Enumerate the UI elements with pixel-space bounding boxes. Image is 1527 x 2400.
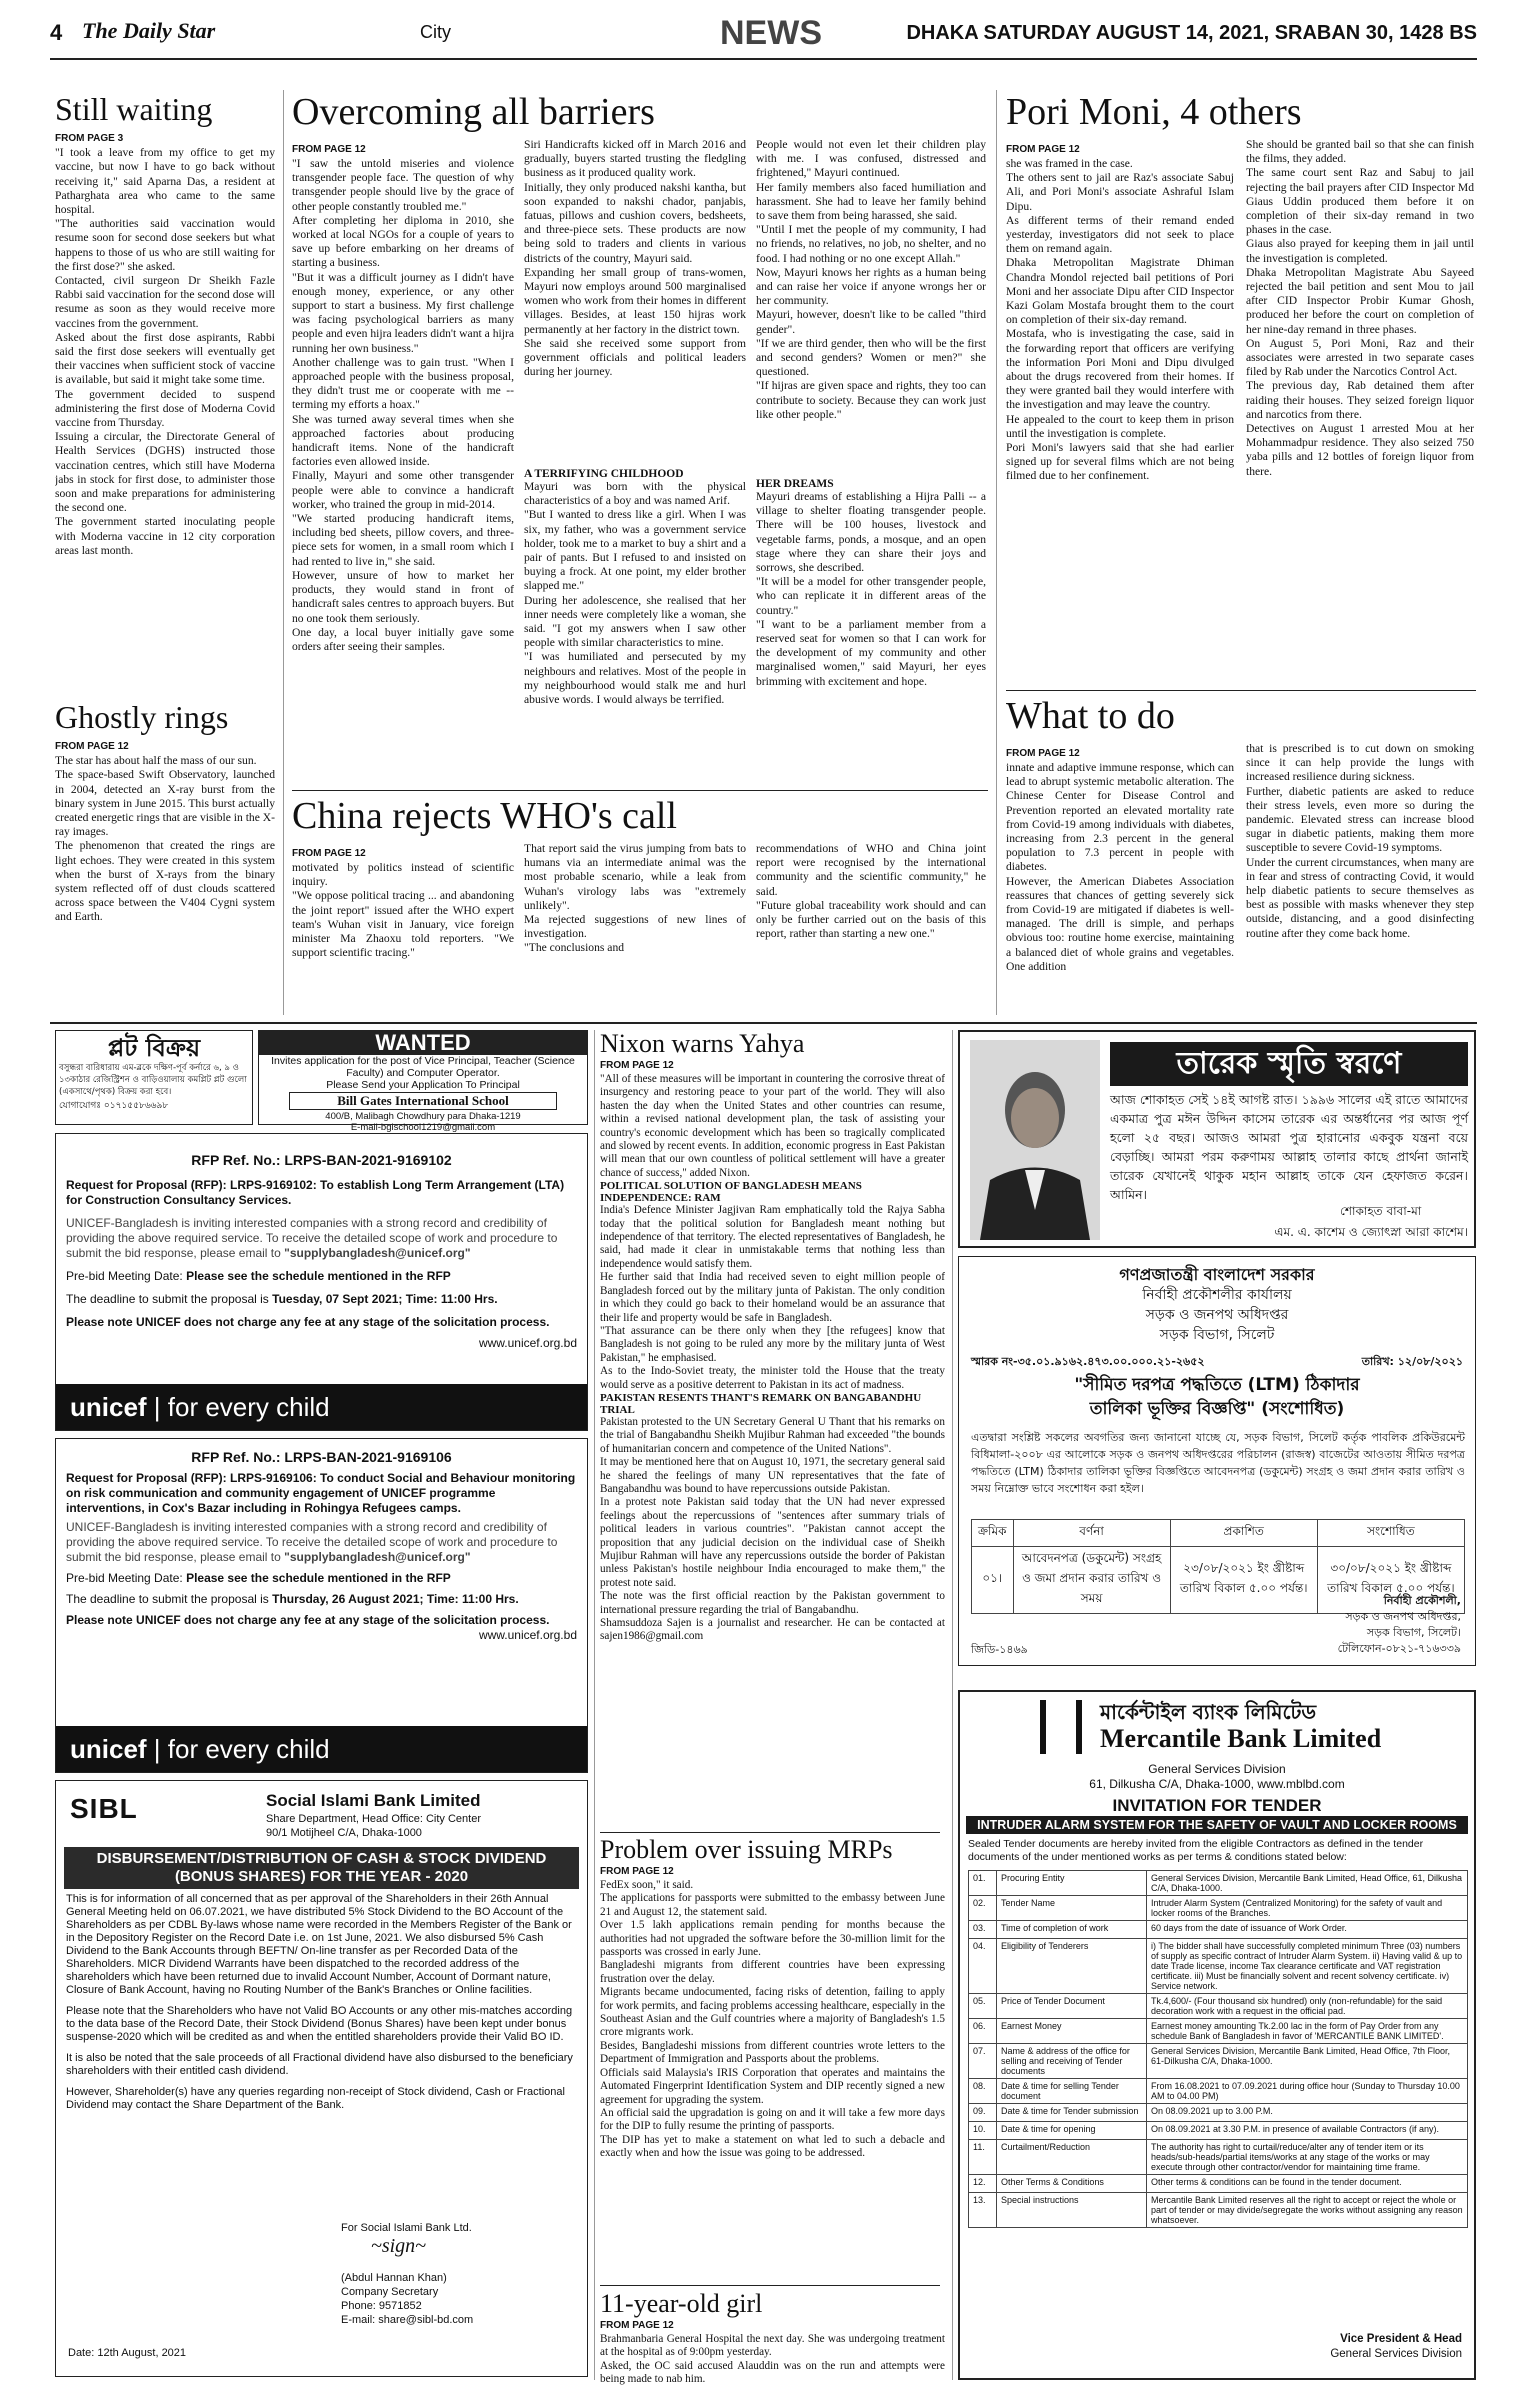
table-header: প্রকাশিত	[1170, 1520, 1317, 1547]
article-body: Mayuri was born with the physical characteristics of a boy and was named Arif. "But I wanted to dress like a girl. When I was six, my father, who was a government service holder, took me to a market to buy a shirt and a pair of pants. But I refused to and insisted on buying a frock. At one point, my elder brother slapped me." During her adolescence, she realised that her inner needs were completely like a woman, she said. "I got my answers when I saw other people with similar characteristics to mine. "I was humiliated and persecuted by my neighbours and relatives. Most of the people in my neighbourhood would stalk me and hurl abusive words. I would always be terrified.	[524, 480, 746, 707]
article-body: She should be granted bail so that she can finish the films, they added. The same court sent Raz and Sabuj to jail rejecting the bail prayers after CID Inspector Md Giaus Uddin produced them before it on completion of their six-day remand in two phases in the case. Giaus also prayed for keeping them in jail until the investigation is completed. Dhaka Metropolitan Magistrate Abu Sayeed rejected the bail petition and sent Mou to jail after CID Inspector Probir Kumar Ghosh, produced her before the court on completion of her nine-day remand in three phases. On August 5, Pori Moni, Raz and their associates were arrested in two separate cases filed by Rab under the Narcotics Control Act. The previous day, Rab detained them after raiding their houses. They seized foreign liquor and narcotics from there. Detectives on August 1 arrested Mou at her Mohammadpur residence. They also seized 750 yaba pills and 12 bottles of foreign liquor from there.	[1246, 138, 1474, 478]
rfp-ref: RFP Ref. No.: LRPS-BAN-2021-9169106	[191, 1449, 452, 1465]
bank-address: 61, Dilkusha C/A, Dhaka-1000, www.mblbd.com	[1089, 1777, 1345, 1791]
rfp-body: UNICEF-Bangladesh is inviting interested companies with a strong record and credibility of providing the above required service. To receive the detailed scope of work and procedure to submit the bid response, please email to	[66, 1216, 558, 1260]
article-body: "I saw the untold miseries and violence transgender people face. The question of why transgender people should live by the grace of other people constantly troubled me." After completing her diploma in 2010, she worked at local NGOs for a couple of years to save up before embarking on her dreams of starting a business. "But it was a difficult journey as I didn't have enough money, experience, or any other support to start a business. My first challenge was facing psychological barriers as many people and even hijra leaders didn't want a hijra running her own business." Another challenge was to gain trust. "When I approached people with the business proposal, they didn't trust me or cooperate with me -- terming my efforts a hoax." She was turned away several times when she approached factories about producing handicraft items. None of the handicraft factories even allowed inside. Finally, Mayuri and some other transgender people were able to convince a handicraft worker, who trained the group in mid-2014. "We started producing handicraft items, including bed sheets, pillow covers, and three-piece sets for women, in a small room which I had rented to live in," she said. However, unsure of how to market her products, they would stand in front of handicraft sales centres to approach buyers. But no one took them seriously. One day, a local buyer initially gave some orders after seeing their samples.	[292, 157, 514, 653]
china-col-1	[292, 842, 514, 1021]
tender-intro: Sealed Tender documents are hereby invited from the eligible Contractors as defined in the tender documents of the under mentioned works as per terms & conditions stated below:	[968, 1838, 1424, 1863]
dividend-banner: DISBURSEMENT/DISTRIBUTION OF CASH & STOCK DIVIDEND (BONUS SHARES) FOR THE YEAR - 2020	[64, 1847, 579, 1889]
signatory-phone: Phone: 9571852	[341, 2300, 422, 2312]
rfp-request: Request for Proposal (RFP): LRPS-9169106: To conduct Social and Behaviour monitoring on risk communication and community engagement of UNICEF programme interventions, in Cox's Bazar including in Rohingya Refugees camps.	[66, 1471, 576, 1515]
bank-dept: Share Department, Head Office: City Center	[266, 1813, 482, 1825]
rfp-ref: RFP Ref. No.: LRPS-BAN-2021-9169102	[191, 1152, 452, 1168]
signatory-division: General Services Division	[1330, 2348, 1462, 2360]
article-body: "I took a leave from my office to get my vaccine, but now I have to go back without receiving it," said Aparna Das, a resident at Patharghata area who came to the same hospital. "The authorities said vaccination would resume soon for second dose seekers but what happens to those of us who are still waiting for the first dose?" she asked. Contacted, civil surgeon Dr Sheikh Fazle Rabbi said vaccination for the second dose will resume as soon as they would receive more vaccines from the government. Asked about the first dose aspirants, Rabbi said the first dose seekers will eventually get their vaccines when sufficient stock of vaccine is available, but said it might take some time. The government decided to suspend administering the first dose of Moderna Covid vaccine from Thursday. Issuing a circular, the Directorate General of Health Services (DGHS) instructed those vaccination centres, which still have Moderna jabs in stock for first dose, to administer those soon and make preparations for administering the second one. The government started inoculating people with Moderna vaccine in 12 city corporation areas last month.	[55, 146, 275, 557]
table-cell: Eligibility of Tenderers	[997, 1939, 1147, 1994]
headline: China rejects WHO's call	[292, 795, 677, 837]
ad-title: প্লট বিক্রয়	[107, 1034, 201, 1062]
ad-mercantile-tender	[958, 1690, 1476, 2380]
deadline-value: Thursday, 26 August 2021; Time: 11:00 Hrs.	[272, 1592, 519, 1606]
website[interactable]: www.unicef.org.bd	[478, 1336, 577, 1350]
notice-paragraph: It is also be noted that the sale proceeds of all Fractional dividend have also disbursed to the beneficiary shareholders with their entitled cash dividend.	[66, 2052, 573, 2077]
article-body: People would not even let their children play with me. I was confused, distressed and frightened," Mayuri continued. Her family members also faced humiliation and harassment. She had to leave her family behind to save them from being harassed, she said. "Until I met the people of my community, I had no friends, no relatives, no job, no shelter, and no food. I had nothing or no one except Allah." Now, Mayuri knows her rights as a human being and can raise her voice if anyone wrongs her or her community. Mayuri, however, doesn't like to be called "third gender". "If we are third gender, then who will be the first and second genders? Women or men?" she questioned. "If hijras are given space and rights, they too can contribute to society. Because they can work just like other people."	[756, 138, 986, 421]
masthead-logo: The Daily Star	[82, 18, 216, 43]
article-still-waiting	[55, 92, 275, 736]
table-cell: 05.	[969, 1994, 997, 2019]
table-cell: Tk.4,600/- (Four thousand six hundred) only (non-refundable) for the said decoration work with a request in the official pad.	[1147, 1994, 1468, 2019]
signature-icon: ~sign~	[371, 2235, 426, 2257]
article-body: India's Defence Minister Jagjivan Ram emphatically told the Rajya Sabha today that the political solution for Bangladesh meant nothing but independence of that territory. The elected representatives of Bangladesh, he said, had made it clear in unmistakable terms that nothing less than independence would satisfy them. He further said that India had received seven to eight million people of Bangladesh forced out by the military junta of Pakistan. The only condition in which they could go back to their homeland would be an assurance that their life and property would be safe in Bangladesh. "That assurance can be there only when they [the refugees] know that Bangladesh is not going to be ruled any more by the military junta of West Pakistan," he emphasised. As to the Indo-Soviet treaty, the minister told the House that the treaty would serve as a positive deterrent to Pakistan in its act of madness.	[600, 1204, 945, 1391]
govt-dept: সড়ক ও জনপথ অধিদপ্তর	[1145, 1307, 1289, 1323]
table-cell: Earnest Money	[997, 2019, 1147, 2044]
article-mrp	[600, 1836, 945, 2279]
prebid-label: Pre-bid Meeting Date:	[66, 1269, 187, 1283]
ad-line: Invites application for the post of Vice Principal, Teacher (Science Faculty) and Computer Operator.	[271, 1055, 575, 1079]
headline: Pori Moni, 4 others	[1006, 91, 1302, 133]
table-cell: Date & time for Tender submission	[997, 2104, 1147, 2122]
divider	[1006, 690, 1476, 691]
table-row	[969, 2044, 1468, 2079]
table-cell: Tender Name	[997, 1896, 1147, 1921]
divider	[292, 790, 988, 791]
jump-label: FROM PAGE 12	[55, 741, 129, 753]
jump-label: FROM PAGE 12	[600, 2320, 674, 2331]
table-cell: 09.	[969, 2104, 997, 2122]
table-cell: ২৩/০৮/২০২১ ইং খ্রীষ্টাব্দ তারিখ বিকাল ৫.০০ পর্যন্ত।	[1170, 1547, 1317, 1614]
table-header: সংশোধিত	[1317, 1520, 1464, 1547]
headline: Overcoming all barriers	[292, 91, 655, 133]
portrait-icon	[970, 1040, 1100, 1240]
table-cell: Time of completion of work	[997, 1921, 1147, 1939]
table-cell: Procuring Entity	[997, 1871, 1147, 1896]
article-body: Brahmanbaria General Hospital the next day. She was undergoing treatment at the hospital as of 9:00pm yesterday. Asked, the OC said accused Alauddin was on the run and attempts were being made to nab him.	[600, 2333, 945, 2386]
table-cell: 08.	[969, 2079, 997, 2104]
article-body: That report said the virus jumping from bats to humans via an intermediate animal was the most probable scenario, while a leak from Wuhan's virology labs was "extremely unlikely". Ma rejected suggestions of new lines of investigation. "The conclusions and	[524, 842, 746, 955]
ad-body: বসুন্ধরা বারিধারায় এম-ব্লকে দক্ষিণ-পূর্ব কর্নারে ৬, ৯ ও ১৩কাঠার রেজিস্ট্রিশন ও বাড়িওয়ালায় কমপ্লিট প্লট গুলো (একসাথে/পৃথক) বিক্রয় করা হবে।	[59, 1063, 247, 1097]
article-11-year-old-girl	[600, 2290, 945, 2400]
ad-title: WANTED	[259, 1031, 587, 1055]
deadline-value: Tuesday, 07 Sept 2021; Time: 11:00 Hrs.	[272, 1292, 498, 1306]
memorial-sign: শোকাহত বাবা-মা	[1340, 1204, 1422, 1218]
mbl-logo-icon	[1040, 1700, 1082, 1754]
porimoni-col-1	[1006, 138, 1234, 692]
article-body: innate and adaptive immune response, which can lead to abrupt systemic metabolic alteration. The Chinese Center for Disease Control and Prevention reported an elevated mortality rate from Covid-19 among individuals with diabetes, increasing from 2.3 percent in the general population to 7.3 percent in people with diabetes. However, the American Diabetes Association reassures that chances of getting severely sick from Covid-19 are mitigated if diabetes is well-managed. The drill is simple, and perhaps obvious too: routine home exercise, maintaining a balanced diet of whole grains and vegetables. One addition	[1006, 761, 1234, 973]
article-body: Mayuri dreams of establishing a Hijra Palli -- a village to shelter floating transgender people. There will be 100 houses, livestock and vegetable farms, ponds, a mosque, and an open stage where they can share their joys and sorrows, she described. "It will be a model for other transgender people, who can replicate it in different areas of the country." "I want to be a parliament member from a reserved seat for women so that I can work for the development of my community and other marginalised women," said Mayuri, her eyes brimming with excitement and hope.	[756, 490, 986, 688]
ad-unicef-rfp-1	[55, 1133, 588, 1431]
signatory-title: Vice President & Head	[1340, 2333, 1462, 2345]
table-cell: General Services Division, Mercantile Bank Limited, Head Office, 7th Floor, 61-Dilkusha C/A, Dhaka-1000.	[1147, 2044, 1468, 2079]
table-cell: Earnest money amounting Tk.2.00 lac in the form of Pay Order from any schedule Bank of Bangladesh in favor of 'MERCANTILE BANK LIMITED'.	[1147, 2019, 1468, 2044]
table-cell: ০১।	[972, 1547, 1014, 1614]
table-cell: Mercantile Bank Limited reserves all the right to accept or reject the whole or part of tender or may divide/segregate the works without assigning any reason whatsoever.	[1147, 2193, 1468, 2228]
headline: Nixon warns Yahya	[600, 1029, 805, 1058]
table-cell: 02.	[969, 1896, 997, 1921]
prebid-label: Pre-bid Meeting Date:	[66, 1571, 187, 1585]
article-overcoming-barriers	[292, 92, 992, 134]
table-cell: 01.	[969, 1871, 997, 1896]
jump-label: FROM PAGE 12	[600, 1866, 674, 1877]
jump-label: FROM PAGE 3	[55, 133, 124, 145]
article-china	[292, 796, 992, 838]
table-cell: Curtailment/Reduction	[997, 2140, 1147, 2175]
govt-division: সড়ক বিভাগ, সিলেট	[1159, 1327, 1275, 1343]
article-body: The star has about half the mass of our sun. The space-based Swift Observatory, launched in 2004, detected an X-ray burst from the binary system in June 2015. This burst actually created energetic rings that are visible in the X-ray images. The phenomenon that created the rings are light echoes. They were created in this system when the burst of X-rays from the binary system reflected off of dust clouds scattered across space between the V404 Cygni system and Earth.	[55, 754, 275, 924]
subhead: A TERRIFYING CHILDHOOD	[524, 468, 684, 480]
bank-name: Social Islami Bank Limited	[266, 1791, 481, 1810]
school-address: 400/B, Malibagh Chowdhury para Dhaka-1219	[325, 1111, 521, 1122]
news-label: NEWS	[720, 14, 822, 52]
porimoni-col-2	[1246, 138, 1474, 686]
table-cell: From 16.08.2021 to 07.09.2021 during office hour (Sunday to Thursday 10.00 AM to 04.00 PM)	[1147, 2079, 1468, 2104]
barriers-col-1	[292, 138, 514, 797]
barriers-col-2	[524, 138, 746, 795]
deadline-label: The deadline to submit the proposal is	[66, 1592, 273, 1606]
table-cell: Intruder Alarm System (Centralized Monitoring) for the safety of vault and locker rooms of the Branches.	[1147, 1896, 1468, 1921]
gd-code: জিডি-১৪৬৯	[971, 1643, 1028, 1656]
unicef-banner: unicef | for every child	[56, 1384, 587, 1430]
rfp-body: UNICEF-Bangladesh is inviting interested companies with a strong record and credibility of providing the above required service. To receive the detailed scope of work and procedure to submit the bid response, please email to	[66, 1520, 558, 1564]
article-body: Pakistan protested to the UN Secretary General U Thant that his remarks on the trial of Bangabandhu Sheikh Mujibur Rahman had exceeded "the bounds of humanitarian concern and competence of the United Nations". It may be mentioned here that on August 10, 1971, the secretary general said he shared the feelings of many UN representatives that the fate of Bangabandhu was bound to have repercussions outside Pakistan. In a protest note Pakistan said today that the UN had never expressed feelings about the repercussions of "sentences after summary trials of political leaders in various countries". "Pakistan cannot accept the proposition that any judicial decision on the individual case of Sheikh Mujibur Rahman will have any repercussions outside the border of Pakistan unless Pakistan's hostile neighbour India encouraged to make them," the protest note said. The note was the first official reaction by the Pakistan government to international pressure regarding the trial of Bangabandhu. Shamsuddoza Sajen is a journalist and researcher. He can be contacted at sajen1986@gmail.com	[600, 1415, 945, 1643]
signatory-phone: টেলিফোন-০৮২১-৭১৬৩৩৯	[1337, 1642, 1461, 1655]
table-cell: 06.	[969, 2019, 997, 2044]
memorial-text: আজ শোকাহত সেই ১৪ই আগষ্ট রাত। ১৯৯৬ সালের এই রাতে আমাদের একমাত্র পুত্র মঈন উদ্দিন কাসেম তারেক এর অন্তর্ধানের পর আজ পূর্ণ হলো ২৫ বছর। আজও আমরা পুত্র হারানোর একবুক যন্ত্রনা বয়ে বেড়াচ্ছি। আমরা পরম করুণাময় আল্লাহ তালার কাছে প্রার্থনা জানাই তারেক যেখানেই থাকুক মহান আল্লাহ তাকে যেন হেফাজত করেন। আমিন।	[1110, 1092, 1468, 1202]
sibl-logo: SIBL	[70, 1793, 138, 1824]
unicef-tagline: for every child	[167, 1392, 330, 1422]
page-header	[50, 14, 1477, 60]
table-row	[969, 2019, 1468, 2044]
table-cell: 13.	[969, 2193, 997, 2228]
table-row	[969, 1871, 1468, 1896]
jump-label: FROM PAGE 12	[1006, 144, 1080, 155]
article-nixon	[600, 1030, 945, 1801]
page-number: 4	[50, 20, 63, 45]
subhead: POLITICAL SOLUTION OF BANGLADESH MEANS INDEPENDENCE: RAM	[600, 1180, 862, 1205]
article-pori-moni	[1006, 92, 1476, 134]
article-what-to-do	[1006, 696, 1476, 738]
prebid-value: Please see the schedule mentioned in the RFP	[186, 1571, 451, 1585]
bank-address: 90/1 Motijheel C/A, Dhaka-1000	[266, 1827, 422, 1839]
column-rule	[283, 90, 284, 1015]
ad-govt-tender-notice	[958, 1256, 1476, 1666]
bank-name: Mercantile Bank Limited	[1100, 1724, 1382, 1753]
article-body: motivated by politics instead of scientific inquiry. "We oppose political tracing ... and abandoning the joint report" issued after the WHO expert team's Wuhan visit in January, vice foreign minister Ma Zhaoxu told reporters. "We support scientific tracing."	[292, 861, 514, 960]
divider	[600, 2285, 940, 2286]
unicef-banner: unicef | for every child	[56, 1726, 587, 1772]
column-rule	[996, 90, 997, 1015]
whattodo-col-1	[1006, 742, 1234, 1021]
headline: Ghostly rings	[55, 699, 229, 735]
ad-plot-sale	[55, 1030, 253, 1125]
article-ghostly-rings	[55, 700, 275, 1044]
table-cell: Price of Tender Document	[997, 1994, 1147, 2019]
table-cell: 10.	[969, 2122, 997, 2140]
jump-label: FROM PAGE 12	[1006, 748, 1080, 759]
table-row	[969, 2193, 1468, 2228]
table-cell: The authority has right to curtail/reduce/alter any of tender item or its heads/sub-heads/partial items/works at any stage of the works or may execute through other contractor/vendor for maintaining time frame.	[1147, 2140, 1468, 2175]
website[interactable]: www.unicef.org.bd	[478, 1628, 577, 1642]
table-cell: 11.	[969, 2140, 997, 2175]
column-rule	[594, 1030, 595, 2380]
bank-name-bn: মার্কেন্টাইল ব্যাংক লিমিটেড	[1100, 1700, 1317, 1724]
table-row	[969, 2104, 1468, 2122]
table-cell: Name & address of the office for selling and receiving of Tender documents	[997, 2044, 1147, 2079]
table-cell: Special instructions	[997, 2193, 1147, 2228]
table-row	[969, 2175, 1468, 2193]
notice-paragraph: This is for information of all concerned that as per approval of the Shareholders in their 26th Annual General Meeting held on 06.07.2021, we have distributed 5% Stock Dividend to the BO Account of the Shareholders as per CDBL By-laws whose name were recorded in the Members Register of the Bank or in the Depository Register on the Record Date i.e. on 1st June, 2021. We also disbursed 5% Cash Dividend to the Bank Accounts through BEFTN/ On-line transfer as per Recorded Data of the Shareholders. MICR Dividend Warrants have been dispatched to the recorded address of the shareholders which have been returned due to invalid Account Number, Account of Dormant nature, Closure of Bank Account, having no Routing Number of the Bank's Branches or Online facilities.	[66, 1893, 572, 1996]
signatory-email[interactable]: E-mail: share@sibl-bd.com	[341, 2314, 474, 2326]
china-col-3	[756, 842, 986, 1014]
table-row	[969, 1896, 1468, 1921]
headline: What to do	[1006, 695, 1175, 737]
issue-date: DHAKA SATURDAY AUGUST 14, 2021, SRABAN 30, 1428 BS	[906, 22, 1477, 44]
section-divider	[50, 1022, 1477, 1024]
school-name: Bill Gates International School	[289, 1092, 557, 1110]
notice-date: Date: 12th August, 2021	[68, 2347, 187, 2359]
table-cell: 07.	[969, 2044, 997, 2079]
bank-division: General Services Division	[1148, 1762, 1286, 1776]
prebid-value: Please see the schedule mentioned in the RFP	[186, 1269, 451, 1283]
signatory-dept: সড়ক ও জনপথ অধিদপ্তর,	[1345, 1610, 1461, 1623]
table-cell: Other Terms & Conditions	[997, 2175, 1147, 2193]
table-row	[969, 1939, 1468, 1994]
school-email: E-mail-bgischool1219@gmail.com	[350, 1122, 496, 1133]
subhead: PAKISTAN RESENTS THANT'S REMARK ON BANGABANDHU TRIAL	[600, 1391, 922, 1416]
table-row	[969, 2122, 1468, 2140]
ad-wanted	[258, 1030, 588, 1133]
table-header: বর্ণনা	[1013, 1520, 1170, 1547]
notice-paragraph: Please note that the Shareholders who have not Valid BO Accounts or any other mis-matches according to the data base of the Record Date, their Stock Dividend (Bonus Shares) have been kept under bonus suspense-2020 which will be credited as and when the entitled shareholders provide their Valid BO ID.	[66, 2005, 573, 2043]
article-body: FedEx soon," it said. The applications for passports were submitted to the embassy between June 21 and August 12, the statement said. Over 1.5 lakh applications remain pending for months because the authorities had not upgraded the software before the 30-million limit for the passports was crossed in early June. Bangladeshi migrants from different countries have been expressing frustration over the delay. Migrants became undocumented, facing risks of detention, failing to apply for work permits, and facing problems accessing healthcare, especially in the Southeast Asian and the Gulf countries where a majority of Bangladesh's 1.5 crore migrants work. Besides, Bangladeshi missions from different countries wrote letters to the Department of Immigration and Passports about the problems. Officials said Malaysia's IRIS Corporation that operates and maintains the Automated Fingerprint Identification System and DIP recently signed a new agreement for upgrading the system. An official said the upgradation is going on and it will take a few more days for the DIP to fully resume the printing of passports. The DIP has yet to make a statement on what led to such a debacle and exactly when and how the issue was going to be addressed.	[600, 1879, 945, 2160]
table-cell: 03.	[969, 1921, 997, 1939]
fee-note: Please note UNICEF does not charge any fee at any stage of the solicitation process.	[66, 1315, 550, 1329]
memo-date: তারিখ: ১২/০৮/২০২১	[1361, 1355, 1463, 1368]
table-row	[969, 2140, 1468, 2175]
signatory-division: সড়ক বিভাগ, সিলেট।	[1366, 1626, 1461, 1639]
table-cell: General Services Division, Mercantile Bank Limited, Head Office, 61, Dilkusha C/A, Dhaka-1000.	[1147, 1871, 1468, 1896]
tender-heading: INVITATION FOR TENDER	[1112, 1796, 1322, 1815]
govt-office: নির্বাহী প্রকৌশলীর কার্যালয়	[1142, 1287, 1292, 1303]
notice-body: এতদ্বারা সংশ্লিষ্ট সকলের অবগতির জন্য জানানো যাচ্ছে যে, সড়ক বিভাগ, সিলেট কর্তৃক পাবলিক প্রকিউরমেন্ট বিধিমালা-২০০৮ এর আলোকে সড়ক ও জনপথ অধিদপ্তরের পরিচালন (রাজস্ব) বাজেটের আওতায় সীমিত দরপত্র পদ্ধতিতে (LTM) ঠিকাদার তালিকা ভূক্তির বিজ্ঞপ্তিতে আবেদনপত্র (ডকুমেন্ট) সংগ্রহ ও জমা প্রদান করার তারিখ ও সময় নিম্নোক্ত ভাবে সংশোধন করা হইল।	[971, 1431, 1465, 1495]
table-cell: Date & time for selling Tender document	[997, 2079, 1147, 2104]
column-rule	[952, 1030, 953, 2380]
table-row	[969, 1994, 1468, 2019]
table-row	[969, 1921, 1468, 1939]
divider	[600, 1832, 940, 1833]
table-cell: আবেদনপত্র (ডকুমেন্ট) সংগ্রহ ও জমা প্রদান করার তারিখ ও সময়	[1013, 1547, 1170, 1614]
signatory-title: Company Secretary	[341, 2286, 439, 2298]
deadline-label: The deadline to submit the proposal is	[66, 1292, 273, 1306]
ad-phone: যোগাযোগঃ ০১৭১৫৫৮৬৬৯৮	[59, 1101, 169, 1111]
notice-heading: তালিকা ভূক্তির বিজ্ঞপ্তি" (সংশোধিত)	[1089, 1399, 1345, 1419]
tender-table	[968, 1870, 1468, 2228]
memorial-parents: এম. এ. কাশেম ও জ্যোৎস্না আরা কাশেম।	[1274, 1225, 1468, 1239]
table-cell: On 08.09.2021 up to 3.00 P.M.	[1147, 2104, 1468, 2122]
headline: Problem over issuing MRPs	[600, 1835, 893, 1864]
section-label: City	[420, 22, 451, 42]
unicef-tagline: for every child	[167, 1734, 330, 1764]
table-cell: 04.	[969, 1939, 997, 1994]
ad-tarek-memorial	[958, 1030, 1476, 1248]
table-row	[969, 2079, 1468, 2104]
signatory-for: For Social Islami Bank Ltd.	[341, 2222, 472, 2234]
memorial-title: তারেক স্মৃতি স্বরণে	[1110, 1042, 1468, 1086]
table-header-row	[972, 1520, 1465, 1547]
article-body: "All of these measures will be important in countering the corrosive threat of insurgency and restoring peace to your part of the world. They will also hasten the day when the United States and other countries can resume, within a revised national development plan, the task of assisting your country's economic development which has been so tragically complicated and slowed by recent events. In addition, economic progress in East Pakistan will mean that our own countless of political settlement will have a greater chance of success," added Nixon.	[600, 1073, 945, 1179]
table-cell: Other terms & conditions can be found in the tender document.	[1147, 2175, 1468, 2193]
jump-label: FROM PAGE 12	[292, 848, 366, 859]
table-cell: 12.	[969, 2175, 997, 2193]
table-cell: 60 days from the date of issuance of Work Order.	[1147, 1921, 1468, 1939]
govt-title: গণপ্রজাতন্ত্রী বাংলাদেশ সরকার	[1119, 1265, 1315, 1284]
unicef-logo: unicef	[70, 1392, 147, 1422]
ad-line: Please Send your Application To Principal	[326, 1079, 520, 1091]
barriers-col-3	[756, 138, 986, 790]
table-cell: ৩০/০৮/২০২১ ইং খ্রীষ্টাব্দ তারিখ বিকাল ৫.০০ পর্যন্ত।	[1317, 1547, 1464, 1614]
article-body: she was framed in the case. The others sent to jail are Raz's associate Sabuj Ali, and Pori Moni's associate Ashraful Islam Dipu. As different terms of their remand ended yesterday, investigators did not seek to place them on remand again. Dhaka Metropolitan Magistrate Dhiman Chandra Mondol rejected bail petitions of Pori Moni and her associate Dipu after CID Inspector Kazi Golam Mostafa brought them to the court on completion of their six-day remand. Mostafa, who is investigating the case, said in the forwarding report that officers are verifying the information Pori Moni and Dipu divulged about the drugs recovered from their homes. If they were granted bail they would interfere with the investigation and may leave the country. He appealed to the court to keep them in prison until the investigation is complete. Pori Moni's lawyers said that she had earlier signed up for several films which are not being filmed due to her confinement.	[1006, 157, 1234, 483]
notice-paragraph: However, Shareholder(s) have any queries regarding non-receipt of Stock dividend, Cash or Fractional Dividend may contact the Share Department of the Bank.	[66, 2086, 565, 2111]
rfp-email[interactable]: "supplybangladesh@unicef.org"	[284, 1550, 471, 1564]
china-col-2	[524, 842, 746, 1014]
jump-label: FROM PAGE 12	[292, 144, 366, 155]
headline: 11-year-old girl	[600, 2289, 763, 2318]
headline: Still waiting	[55, 91, 213, 127]
signatory: নির্বাহী প্রকৌশলী,	[1383, 1594, 1461, 1607]
subhead: HER DREAMS	[756, 478, 834, 490]
whattodo-col-2	[1246, 742, 1474, 1014]
table-header: ক্রমিক	[972, 1520, 1014, 1547]
article-body: Siri Handicrafts kicked off in March 2016 and gradually, buyers started trusting the fledgling business as it produced quality work. Initially, they only produced nakshi kantha, but soon expanded to nakshi chador, panjabis, fatuas, pillows and cushion covers, bedsheets, and three-piece sets. These products are now being sold to traders and clients in various districts of the country, Mayuri said. Expanding her small group of trans-women, Mayuri now employs around 500 marginalised women who work from their homes in different villages. Besides, at least 150 hijras work permanently at her factory in the district town. She said she received some support from government officials and political leaders during her journey.	[524, 138, 746, 379]
table-cell: i) The bidder shall have successfully completed minimum Three (03) numbers of supply as specific contract of Intruder Alarm System. ii) Having valid & up to date Trade license, income Tax clearance certificate and VAT registration certificate. iii) Must be financially solvent and recent solvency certificate. iv) Service network.	[1147, 1939, 1468, 1994]
table-cell: Date & time for opening	[997, 2122, 1147, 2140]
article-body: that is prescribed is to cut down on smoking since it can help provide the lungs with increased resilience during sickness. Further, diabetic patients are asked to reduce their stress levels, even more so during the pandemic. Elevated stress can increase blood sugar in diabetic patients, making them more susceptible to severe Covid-19 symptoms. Under the current circumstances, when many are in fear and stress of contracting Covid, it would help diabetic patients to secure themselves as best as possible with masks whenever they step outside, distancing, and a good disinfecting routine after they come back home.	[1246, 742, 1474, 940]
signatory-name: (Abdul Hannan Khan)	[341, 2272, 447, 2284]
table-cell: On 08.09.2021 at 3.30 P.M. in presence of available Contractors (if any).	[1147, 2122, 1468, 2140]
unicef-logo: unicef	[70, 1734, 147, 1764]
rfp-request: Request for Proposal (RFP): LRPS-9169102: To establish Long Term Arrangement (LTA) for Construction Consultancy Services.	[66, 1178, 565, 1207]
tender-subheading: INTRUDER ALARM SYSTEM FOR THE SAFETY OF VAULT AND LOCKER ROOMS	[966, 1816, 1468, 1834]
portrait-photo	[970, 1040, 1100, 1240]
jump-label: FROM PAGE 12	[600, 1060, 674, 1071]
memo-number: স্মারক নং-৩৫.০১.৯১৬২.৪৭৩.০০.০০০.২১-২৬৫২	[971, 1355, 1205, 1368]
article-body: recommendations of WHO and China joint report were recognised by the international community and the scientific community," he said. "Future global traceability work should and can only be further carried out on the basis of this report, rather than starting a new one."	[756, 842, 986, 941]
ad-unicef-rfp-2	[55, 1438, 588, 1773]
rfp-email[interactable]: "supplybangladesh@unicef.org"	[284, 1246, 471, 1260]
notice-heading: "সীমিত দরপত্র পদ্ধতিতে (LTM) ঠিকাদার	[1074, 1375, 1360, 1395]
fee-note: Please note UNICEF does not charge any fee at any stage of the solicitation process.	[66, 1613, 550, 1627]
ad-sibl-dividend	[55, 1780, 588, 2377]
